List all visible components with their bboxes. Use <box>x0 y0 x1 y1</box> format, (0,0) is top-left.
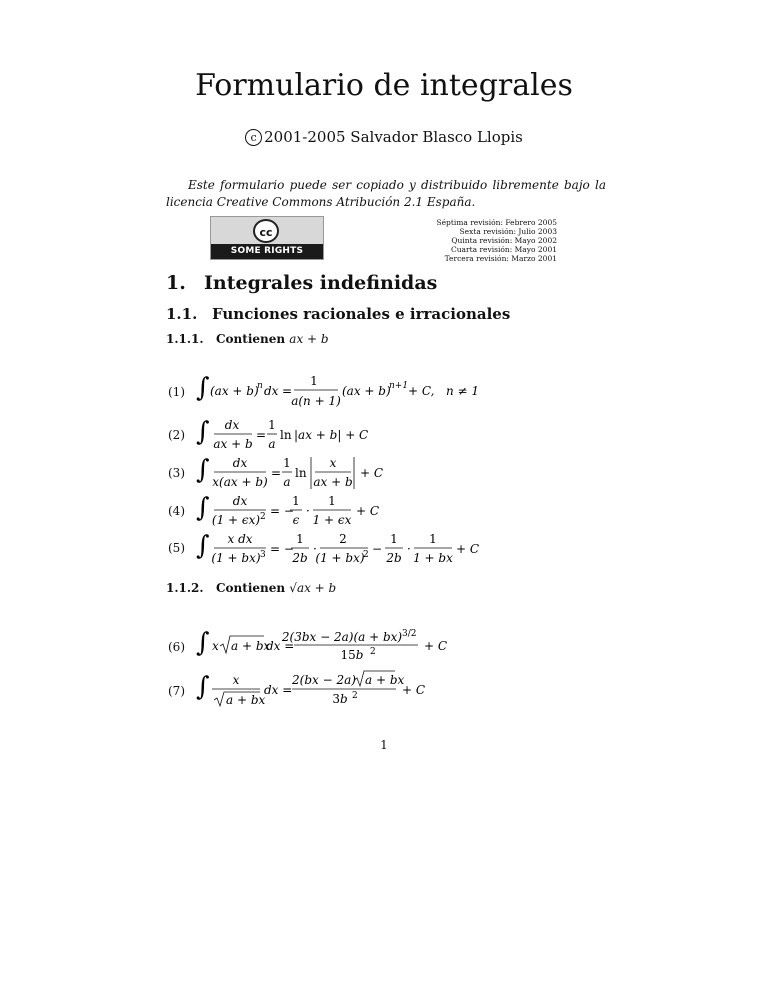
author-line <box>0 128 768 146</box>
svg-text:2: 2 <box>352 691 358 701</box>
svg-text:ln: ln <box>295 466 307 480</box>
svg-text:∫: ∫ <box>196 417 210 447</box>
equation-3-formula <box>196 453 416 495</box>
svg-text:2: 2 <box>339 532 347 546</box>
svg-text:a + bx: a + bx <box>365 673 405 687</box>
svg-text:1 + ϵx: 1 + ϵx <box>312 513 352 527</box>
svg-text:+ C: + C <box>402 683 426 697</box>
svg-text:∫: ∫ <box>196 373 210 403</box>
svg-text:2: 2 <box>363 550 369 560</box>
subsection-heading <box>166 305 510 323</box>
svg-text:= −: = − <box>270 504 294 518</box>
svg-text:dx: dx <box>264 384 279 398</box>
svg-text:−: − <box>372 542 383 556</box>
svg-text:a + bx: a + bx <box>226 693 266 707</box>
svg-text:∫: ∫ <box>196 628 210 658</box>
svg-text:+ C: + C <box>360 466 384 480</box>
svg-text:n+1: n+1 <box>389 381 409 391</box>
svg-text:2: 2 <box>370 647 376 657</box>
svg-text:x dx: x dx <box>227 532 253 546</box>
svg-text:1: 1 <box>390 532 398 546</box>
section-heading <box>166 272 437 294</box>
subsubsection-math: ax + b <box>289 332 329 346</box>
svg-text:1 + bx: 1 + bx <box>413 551 453 565</box>
equation-label: (6) <box>168 640 185 654</box>
svg-text:2(3bx − 2a)(a + bx): 2(3bx − 2a)(a + bx) <box>281 630 403 644</box>
svg-text:dx: dx <box>232 494 248 508</box>
svg-text:∫: ∫ <box>196 672 210 702</box>
svg-text:=: = <box>256 428 267 442</box>
svg-text:3: 3 <box>260 550 266 560</box>
svg-text:(1 + bx): (1 + bx) <box>315 551 365 565</box>
subsection-number: 1.1. <box>166 305 198 323</box>
equation-label: (7) <box>168 684 185 698</box>
subsubsection-heading <box>166 581 336 595</box>
svg-text:·: · <box>407 542 411 556</box>
svg-text:dx: dx <box>232 456 248 470</box>
svg-text:1: 1 <box>429 532 437 546</box>
revision-list <box>400 218 557 263</box>
svg-text:n: n <box>257 381 263 391</box>
revision-item: Sexta revisión: Julio 2003 <box>459 227 557 236</box>
equation-label: (4) <box>168 504 185 518</box>
subsubsection-title: Contienen <box>216 581 286 595</box>
svg-text:1: 1 <box>310 374 318 388</box>
svg-text:=: = <box>271 466 282 480</box>
subsection-title: Funciones racionales e irracionales <box>212 305 511 323</box>
revision-item: Tercera revisión: Marzo 2001 <box>444 254 557 263</box>
svg-text:1: 1 <box>283 456 291 470</box>
subsubsection-title: Contienen <box>216 332 286 346</box>
equation-label: (5) <box>168 541 185 555</box>
svg-text:·: · <box>306 504 310 518</box>
svg-text:ax + b: ax + b <box>313 475 353 489</box>
page-number: 1 <box>380 738 388 752</box>
svg-text:3/2: 3/2 <box>402 629 417 639</box>
section-number: 1. <box>166 272 186 294</box>
svg-text:dx =: dx = <box>264 683 293 697</box>
svg-text:3b: 3b <box>332 692 348 706</box>
svg-text:2b: 2b <box>386 551 402 565</box>
svg-text:1: 1 <box>292 494 300 508</box>
svg-text:(ax + b): (ax + b) <box>210 384 259 398</box>
author-name: 2001-2005 Salvador Blasco Llopis <box>264 128 523 146</box>
equation-4-formula <box>196 491 416 533</box>
subsubsection-number: 1.1.2. <box>166 581 204 595</box>
svg-text:1: 1 <box>268 418 276 432</box>
svg-text:·: · <box>313 542 317 556</box>
subsubsection-math: √ax + b <box>289 581 337 595</box>
svg-text:+ C: + C <box>356 504 380 518</box>
svg-text:(1 + ϵx): (1 + ϵx) <box>211 513 261 527</box>
equation-label: (2) <box>168 428 185 442</box>
equation-5-formula <box>196 529 516 571</box>
revision-item: Séptima revisión: Febrero 2005 <box>436 218 557 227</box>
svg-text:+ C: + C <box>456 542 480 556</box>
equation-6-formula <box>196 626 456 668</box>
svg-text:a(n + 1): a(n + 1) <box>291 394 341 408</box>
svg-text:ax + b: ax + b <box>213 437 253 451</box>
cc-logo-icon: cc <box>253 219 279 243</box>
copyright-icon: c <box>245 129 262 146</box>
svg-text:15b: 15b <box>340 648 364 662</box>
svg-text:+ C: + C <box>424 639 448 653</box>
cc-badge-label: SOME RIGHTS RESERVED <box>211 244 323 259</box>
svg-text:x(ax + b): x(ax + b) <box>212 475 268 489</box>
svg-text:1: 1 <box>296 532 304 546</box>
svg-text:= −: = − <box>270 542 294 556</box>
revision-item: Quinta revisión: Mayo 2002 <box>451 236 557 245</box>
svg-text:|ax + b| + C: |ax + b| + C <box>294 428 369 442</box>
svg-text:(ax + b): (ax + b) <box>342 384 391 398</box>
svg-text:∫: ∫ <box>196 455 210 485</box>
svg-text:dx =: dx = <box>266 639 295 653</box>
svg-text:dx: dx <box>224 418 240 432</box>
svg-text:ln: ln <box>280 428 292 442</box>
svg-text:ϵ: ϵ <box>292 513 300 527</box>
svg-text:a: a <box>268 437 276 451</box>
svg-text:n ≠ 1: n ≠ 1 <box>446 384 480 398</box>
svg-text:a + bx: a + bx <box>231 639 271 653</box>
equation-1-formula <box>196 372 496 412</box>
svg-text:(1 + bx): (1 + bx) <box>211 551 261 565</box>
revision-item: Cuarta revisión: Mayo 2001 <box>450 245 557 254</box>
svg-text:x: x <box>212 639 219 653</box>
svg-text:=: = <box>282 384 293 398</box>
subsubsection-heading <box>166 332 329 346</box>
license-paragraph: Este formulario puede ser copiado y distribuido libremente bajo la licencia Creative Commons Atribución 2.1 España. <box>166 178 606 209</box>
equation-label: (3) <box>168 466 185 480</box>
creative-commons-badge[interactable] <box>210 216 324 271</box>
svg-text:x: x <box>232 673 240 687</box>
svg-text:∫: ∫ <box>196 531 210 561</box>
equation-2-formula <box>196 416 396 456</box>
equation-label: (1) <box>168 385 185 399</box>
equation-7-formula <box>196 670 436 712</box>
svg-text:1: 1 <box>328 494 336 508</box>
svg-text:2(bx − 2a): 2(bx − 2a) <box>292 673 356 687</box>
subsubsection-number: 1.1.1. <box>166 332 204 346</box>
svg-text:2b: 2b <box>292 551 308 565</box>
svg-text:x: x <box>329 456 337 470</box>
document-title: Formulario de integrales <box>195 68 573 103</box>
svg-text:∫: ∫ <box>196 493 210 523</box>
svg-text:a: a <box>283 475 291 489</box>
svg-text:2: 2 <box>260 512 266 522</box>
section-title: Integrales indefinidas <box>204 272 438 294</box>
svg-text:+ C,: + C, <box>408 384 435 398</box>
